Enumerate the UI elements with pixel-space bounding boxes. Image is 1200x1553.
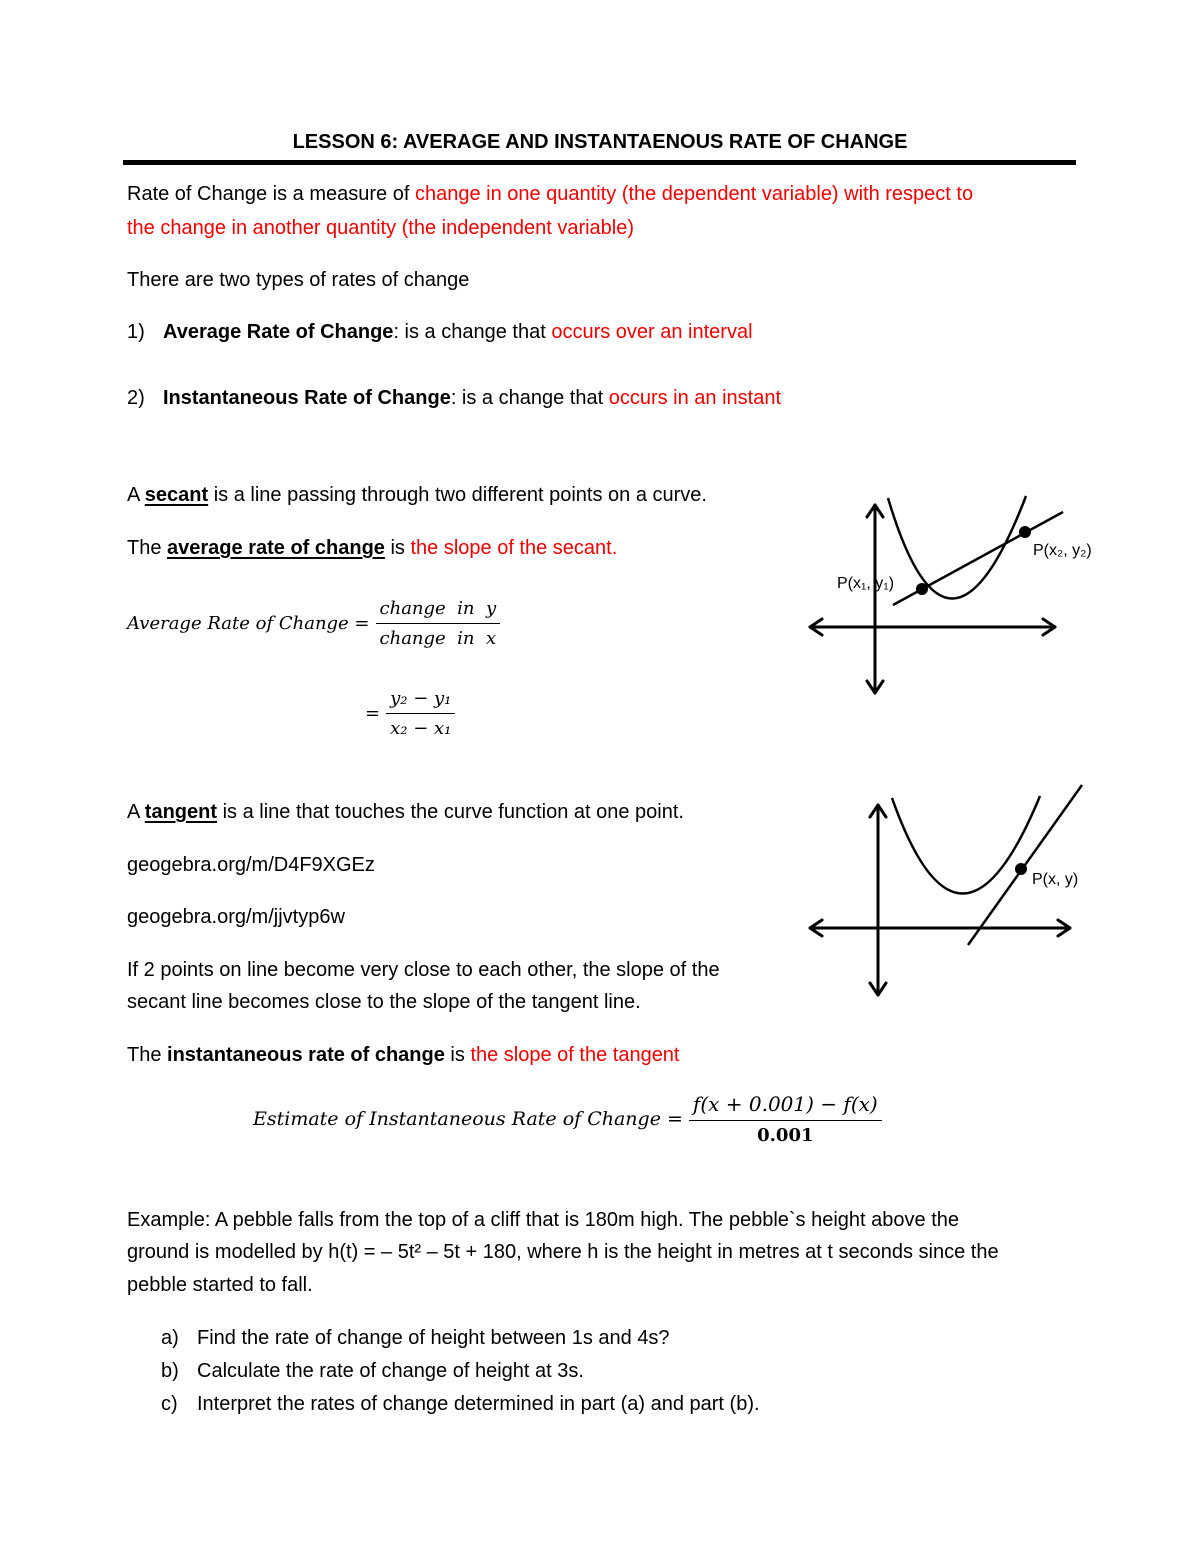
example-part-b — [161, 1359, 584, 1383]
example-line-1: Example: A pebble falls from the top of a cliff that is 180m high. The pebble`s height above the — [127, 1209, 960, 1231]
instantaneous-rate-statement — [127, 1043, 680, 1067]
example-part-c — [161, 1392, 760, 1416]
intro-lead: Rate of Change is a measure of — [127, 183, 415, 205]
estimate-denominator: 0.001 — [757, 1125, 814, 1146]
difference-denominator: x₂ − x₁ — [390, 718, 452, 739]
part-text: Find the rate of change of height between 1s and 4s? — [197, 1327, 670, 1349]
point-2 — [1019, 526, 1031, 538]
part-label: c) — [161, 1393, 178, 1415]
type-rest: : is a change that — [450, 387, 609, 409]
tangent-point-label: P(x, y) — [1032, 871, 1079, 888]
formula-denominator: change in x — [379, 628, 497, 649]
intro-line-1 — [127, 182, 973, 206]
title-rule — [123, 160, 1076, 165]
type-name: Average Rate of Change — [163, 321, 394, 343]
inst-pre: The — [127, 1044, 168, 1066]
estimate-numerator: f(x + 0.001) − f(x) — [689, 1092, 882, 1121]
estimate-formula — [253, 1092, 882, 1146]
page-title: LESSON 6: AVERAGE AND INSTANTAENOUS RATE OF CHANGE — [292, 131, 908, 153]
average-formula — [127, 598, 500, 649]
example-part-a — [161, 1326, 670, 1350]
geogebra-link-1[interactable]: geogebra.org/m/D4F9XGEz — [127, 854, 375, 876]
type-red: occurs in an instant — [608, 387, 782, 409]
estimate-fraction — [689, 1092, 882, 1146]
curve — [892, 796, 1040, 894]
types-intro: There are two types of rates of change — [127, 269, 470, 291]
difference-formula — [365, 688, 455, 739]
type-rest: : is a change that — [393, 321, 552, 343]
avg-word: average rate of change — [167, 537, 385, 559]
formula-numerator: change in y — [376, 598, 501, 624]
formula-equals: = — [365, 703, 381, 724]
secant-word: secant — [144, 484, 209, 506]
example-line-2: ground is modelled by h(t) = – 5t² – 5t + 180, where h is the height in metres at t seconds since the — [127, 1241, 999, 1263]
inst-word: instantaneous rate of change — [167, 1044, 445, 1066]
estimate-lhs: Estimate of Instantaneous Rate of Change = — [253, 1108, 683, 1130]
example-line-3: pebble started to fall. — [127, 1274, 313, 1296]
tangent-graph — [800, 780, 1120, 1005]
close-points-line-1: If 2 points on line become very close to each other, the slope of the — [127, 959, 720, 981]
intro-red-2: the change in another quantity (the independent variable) — [127, 217, 635, 239]
tangent-definition — [127, 800, 684, 824]
type-item-average — [127, 320, 753, 344]
type-num: 2) — [127, 387, 145, 409]
part-text: Calculate the rate of change of height at 3s. — [197, 1360, 584, 1382]
type-num: 1) — [127, 321, 145, 343]
average-rate-statement — [127, 536, 617, 560]
formula-lhs: Average Rate of Change = — [127, 613, 370, 634]
secant-graph — [800, 490, 1120, 705]
secant-pre: A — [127, 484, 145, 506]
inst-red: the slope of the tangent — [470, 1044, 680, 1066]
geogebra-link-2[interactable]: geogebra.org/m/jjvtyp6w — [127, 906, 345, 928]
close-points-line-2: secant line becomes close to the slope of the tangent line. — [127, 991, 641, 1013]
tangent-pre: A — [127, 801, 145, 823]
type-name: Instantaneous Rate of Change — [163, 387, 451, 409]
part-label: b) — [161, 1360, 179, 1382]
part-text: Interpret the rates of change determined in part (a) and part (b). — [197, 1393, 760, 1415]
secant-post: is a line passing through two different points on a curve. — [208, 484, 707, 506]
type-red: occurs over an interval — [551, 321, 753, 343]
avg-pre: The — [127, 537, 168, 559]
difference-fraction — [386, 688, 455, 739]
type-item-instantaneous — [127, 386, 781, 410]
curve — [888, 496, 1026, 599]
avg-red: the slope of the secant. — [410, 537, 618, 559]
tangent-point — [1015, 863, 1027, 875]
point-1 — [916, 583, 928, 595]
intro-red-1: change in one quantity (the dependent variable) with respect to — [414, 183, 974, 205]
formula-fraction — [376, 598, 501, 649]
secant-definition — [127, 483, 707, 507]
difference-numerator: y₂ − y₁ — [386, 688, 455, 714]
part-label: a) — [161, 1327, 179, 1349]
inst-is: is — [444, 1044, 471, 1066]
tangent-word: tangent — [144, 801, 218, 823]
point-1-label: P(x₁, y₁) — [837, 575, 895, 592]
tangent-post: is a line that touches the curve function at one point. — [217, 801, 684, 823]
point-2-label: P(x₂, y₂) — [1033, 542, 1092, 559]
avg-is: is — [384, 537, 411, 559]
